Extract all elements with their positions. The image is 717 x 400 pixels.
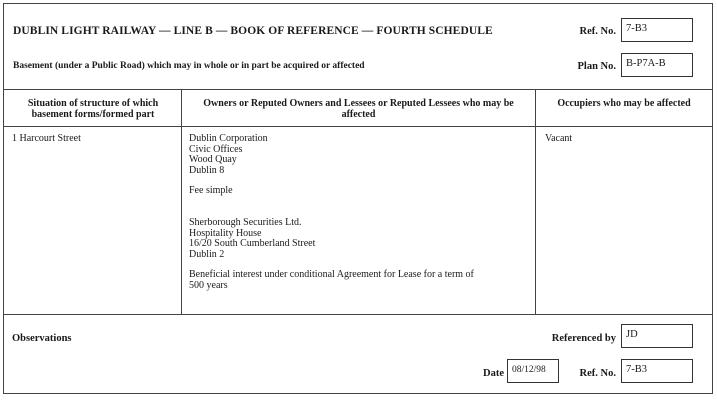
plan-no-field[interactable]: B-P7A-B	[621, 53, 693, 77]
ref-no-field[interactable]: 7-B3	[621, 18, 693, 42]
observations-label: Observations	[12, 333, 72, 344]
date-label: Date	[483, 368, 504, 379]
schedule-sheet	[3, 3, 713, 394]
owners-cell	[189, 134, 531, 292]
owner2-line: 16/20 South Cumberland Street	[189, 238, 316, 250]
footer-ref-no-field[interactable]: 7-B3	[621, 359, 693, 383]
column-header-owners: Owners or Reputed Owners and Lessees or Reputed Lessees who may be affected	[203, 98, 514, 120]
column-header-occupiers: Occupiers who may be affected	[557, 98, 691, 109]
owner2-interest: 500 years	[189, 279, 228, 291]
header-divider	[4, 89, 712, 90]
owner1-interest: Fee simple	[189, 185, 233, 197]
owner2-line: Sherborough Securities Ltd.	[189, 216, 302, 228]
occupier-cell: Vacant	[545, 133, 573, 144]
owner2-line: Dublin 2	[189, 248, 225, 260]
referenced-by-field[interactable]: JD	[621, 324, 693, 348]
date-field[interactable]: 08/12/98	[507, 359, 559, 383]
table-bottom-divider	[4, 314, 712, 315]
column-divider-2	[535, 89, 536, 314]
plan-no-label: Plan No.	[577, 61, 616, 72]
referenced-by-label: Referenced by	[551, 333, 616, 344]
ref-no-label: Ref. No.	[579, 26, 616, 37]
owner1-line: Dublin 8	[189, 164, 225, 176]
owner2-interest: Beneficial interest under conditional Agreement for Lease for a term of	[189, 269, 474, 281]
document-subtitle: Basement (under a Public Road) which may in whole or in part be acquired or affected	[13, 61, 365, 71]
document-title: DUBLIN LIGHT RAILWAY — LINE B — BOOK OF REFERENCE — FOURTH SCHEDULE	[13, 25, 493, 37]
column-divider-1	[181, 89, 182, 314]
owner1-line: Civic Offices	[189, 143, 243, 155]
column-header-divider	[4, 126, 712, 127]
owner1-line: Wood Quay	[189, 154, 237, 166]
owner2-line: Hospitality House	[189, 227, 262, 239]
situation-cell: 1 Harcourt Street	[12, 133, 81, 144]
column-header-situation: Situation of structure of which basement forms/formed part	[27, 98, 159, 120]
footer-ref-no-label: Ref. No.	[579, 368, 616, 379]
owner1-line: Dublin Corporation	[189, 133, 268, 144]
